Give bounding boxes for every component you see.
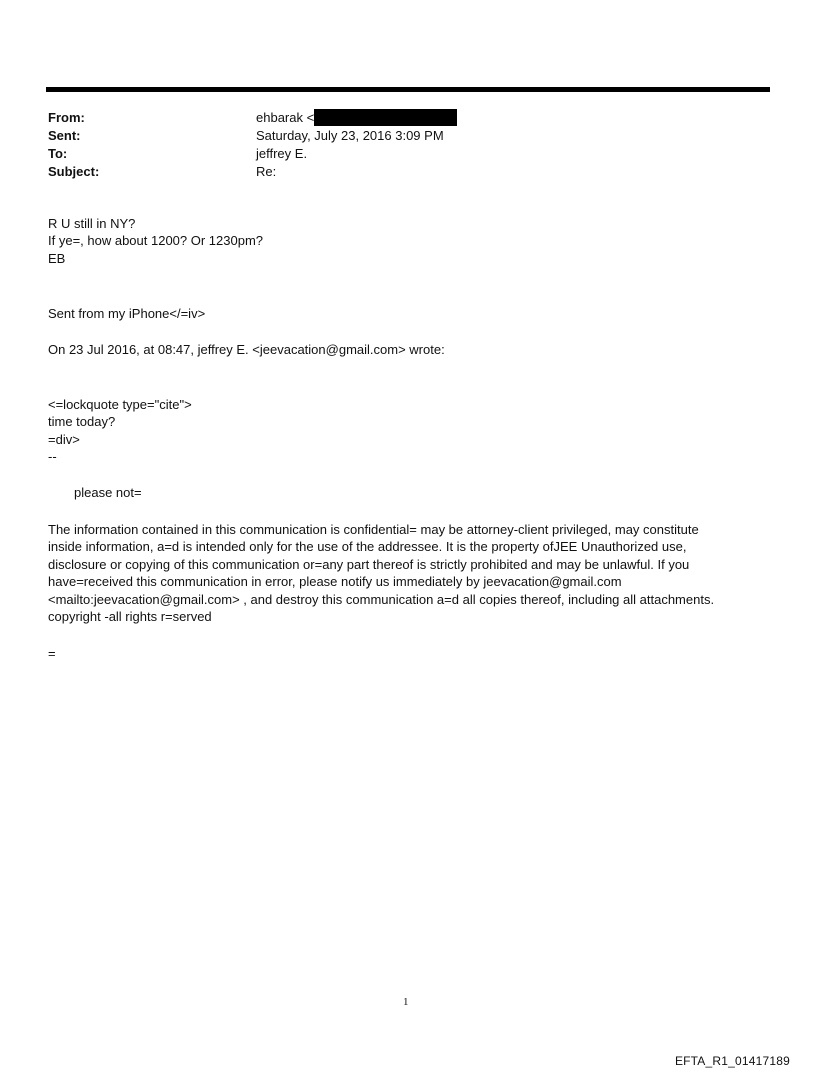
disclaimer — [48, 521, 758, 625]
message-line: If ye=, how about 1200? Or 1230pm? — [48, 233, 264, 249]
document-id: EFTA_R1_01417189 — [674, 1054, 790, 1068]
quoted-line: =div> — [48, 431, 80, 447]
trailing-mark: = — [48, 646, 56, 661]
disclaimer-line: <mailto:jeevacation@gmail.com> , and destroy this communication a=d all copies thereof, including all attachments. — [48, 591, 715, 607]
disclaimer-line: The information contained in this communication is confidential= may be attorney-client privileged, may constitute — [48, 522, 699, 537]
reply-intro: On 23 Jul 2016, at 08:47, jeffrey E. <jeevacation@gmail.com> wrote: — [48, 342, 445, 357]
subject-label: Subject: — [48, 164, 100, 179]
quoted-line: <=lockquote type="cite"> — [48, 397, 192, 412]
from-value-text: ehbarak < — [256, 110, 315, 125]
page-number: 1 — [403, 996, 409, 1008]
disclaimer-line: copyright -all rights r=served — [48, 608, 212, 624]
signature: Sent from my iPhone</=iv> — [48, 306, 206, 321]
quoted-line: time today? — [48, 414, 116, 430]
message-body — [48, 215, 758, 267]
disclaimer-line: inside information, a=d is intended only for the use of the addressee. It is the property ofJEE Unauthorized use, — [48, 539, 687, 555]
quoted-block — [48, 396, 758, 466]
to-value: jeffrey E. — [256, 146, 308, 161]
please-note: please not= — [74, 485, 142, 500]
from-value — [256, 109, 457, 127]
quoted-line: -- — [48, 449, 57, 465]
redaction-box — [314, 109, 457, 126]
sent-label: Sent: — [48, 128, 81, 143]
from-label: From: — [48, 110, 85, 125]
message-line: EB — [48, 250, 66, 266]
disclaimer-line: have=received this communication in error, please notify us immediately by jeevacation@gmail.com — [48, 574, 622, 590]
message-line: R U still in NY? — [48, 216, 136, 231]
header-rule — [46, 87, 770, 92]
sent-value: Saturday, July 23, 2016 3:09 PM — [256, 128, 444, 143]
to-label: To: — [48, 146, 68, 161]
disclaimer-line: disclosure or copying of this communication or=any part thereof is strictly prohibited and may be unlawful. If you — [48, 556, 690, 572]
subject-value: Re: — [256, 164, 277, 179]
